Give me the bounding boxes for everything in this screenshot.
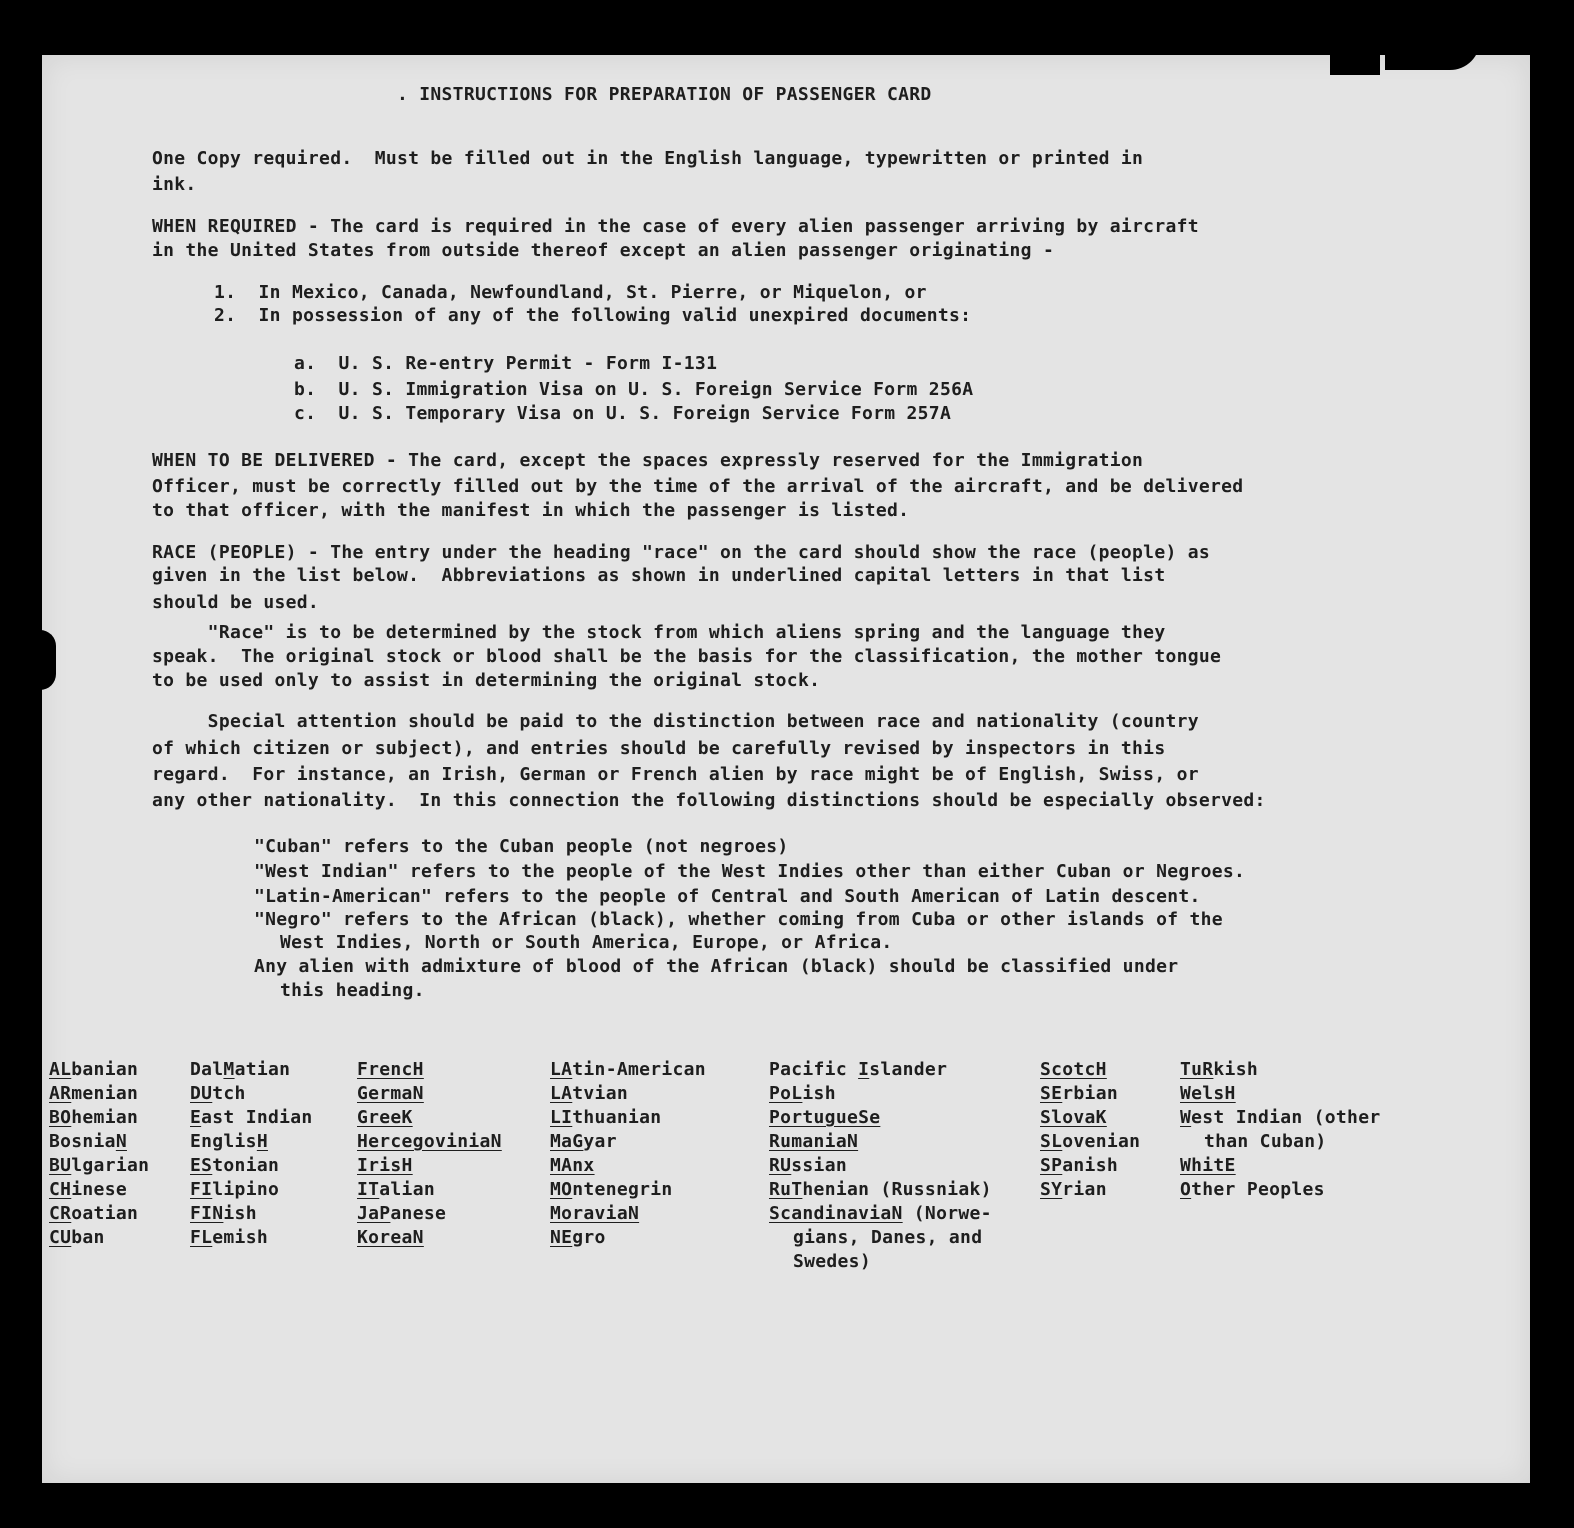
race-entry <box>769 1106 992 1130</box>
race-abbreviation: SE <box>1040 1083 1063 1104</box>
race-abbreviation: MoraviaN <box>550 1203 640 1224</box>
race-abbreviation: FI <box>190 1179 213 1200</box>
when-delivered-line: Officer, must be correctly filled out by the time of the arrival of the aircraft, and be delivered <box>152 476 1244 497</box>
race-entry <box>357 1226 502 1250</box>
race-abbreviation: O <box>1180 1179 1192 1200</box>
race-entry <box>357 1082 502 1106</box>
race-section-line: given in the list below. Abbreviations as shown in underlined capital letters in that list <box>152 565 1166 586</box>
race-entry <box>190 1058 313 1082</box>
race-text: yar <box>583 1131 617 1152</box>
race-abbreviation: W <box>1180 1107 1192 1128</box>
race-text: slander <box>869 1059 948 1080</box>
race-entry <box>1040 1082 1140 1106</box>
race-section-line: RACE (PEOPLE) - The entry under the heading "race" on the card should show the race (people) as <box>152 542 1211 563</box>
race-entry <box>1180 1154 1380 1178</box>
when-delivered-line: to that officer, with the manifest in which the passenger is listed. <box>152 500 910 521</box>
race-entry <box>49 1202 149 1226</box>
race-text: ovenian <box>1062 1131 1141 1152</box>
race-text: lgarian <box>71 1155 150 1176</box>
required-item: 1. In Mexico, Canada, Newfoundland, St. Pierre, or Miquelon, or <box>214 282 927 303</box>
distinction-line: this heading. <box>280 980 425 1001</box>
race-entry <box>1040 1106 1140 1130</box>
distinction-line: Any alien with admixture of blood of the African (black) should be classified under <box>254 956 1179 977</box>
race-definition-line: to be used only to assist in determining the original stock. <box>152 670 821 691</box>
race-entry <box>550 1106 706 1130</box>
distinction-line: "Negro" refers to the African (black), whether coming from Cuba or other islands of the <box>254 909 1223 930</box>
race-text: anish <box>1062 1155 1118 1176</box>
race-abbreviation: LA <box>550 1059 573 1080</box>
race-abbreviation: FIN <box>190 1203 224 1224</box>
when-required-line: WHEN REQUIRED - The card is required in the case of every alien passenger arriving by aircraft <box>152 216 1199 237</box>
race-abbreviation: SlovaK <box>1040 1107 1107 1128</box>
race-text: banian <box>71 1059 139 1080</box>
required-item: 2. In possession of any of the following valid unexpired documents: <box>214 305 972 326</box>
race-entry <box>1040 1178 1140 1202</box>
race-abbreviation: ScandinaviaN <box>769 1203 903 1224</box>
torn-edge <box>1330 45 1380 75</box>
race-abbreviation: LA <box>550 1083 573 1104</box>
race-abbreviation: CU <box>49 1227 72 1248</box>
race-entry <box>357 1202 502 1226</box>
race-entry <box>769 1250 992 1274</box>
race-abbreviation: RU <box>769 1155 792 1176</box>
race-abbreviation: MAnx <box>550 1155 595 1176</box>
race-entry <box>49 1106 149 1130</box>
race-text: thuanian <box>572 1107 662 1128</box>
race-abbreviation: MO <box>550 1179 573 1200</box>
distinction-line: West Indies, North or South America, Europe, or Africa. <box>280 932 893 953</box>
race-entry <box>1040 1154 1140 1178</box>
distinction-line: "Latin-American" refers to the people of Central and South American of Latin descent. <box>254 886 1201 907</box>
race-text: Bosnia <box>49 1131 116 1152</box>
race-abbreviation: AL <box>49 1059 72 1080</box>
race-abbreviation: SY <box>1040 1179 1063 1200</box>
race-entry <box>49 1058 149 1082</box>
race-text: tvian <box>572 1083 628 1104</box>
race-abbreviation: DU <box>190 1083 213 1104</box>
race-entry <box>550 1226 706 1250</box>
race-abbreviation: MaG <box>550 1131 584 1152</box>
race-abbreviation: PortugueSe <box>769 1107 881 1128</box>
race-abbreviation: JaP <box>357 1203 391 1224</box>
race-abbreviation: SL <box>1040 1131 1063 1152</box>
race-abbreviation: WhitE <box>1180 1155 1236 1176</box>
race-text: ther Peoples <box>1191 1179 1325 1200</box>
race-abbreviation: SP <box>1040 1155 1063 1176</box>
race-entry <box>49 1082 149 1106</box>
race-entry <box>550 1058 706 1082</box>
race-abbreviation: RumaniaN <box>769 1131 859 1152</box>
race-abbreviation: M <box>223 1059 235 1080</box>
race-entry <box>190 1082 313 1106</box>
race-abbreviation: GreeK <box>357 1107 413 1128</box>
race-entry <box>769 1154 992 1178</box>
distinction-line: "Cuban" refers to the Cuban people (not negroes) <box>254 836 789 857</box>
race-text: kish <box>1213 1059 1258 1080</box>
race-abbreviation: IT <box>357 1179 380 1200</box>
when-required-line: in the United States from outside thereof except an alien passenger originating - <box>152 240 1055 261</box>
race-definition-line: speak. The original stock or blood shall be the basis for the classification, the mother tongue <box>152 646 1222 667</box>
race-entry <box>49 1130 149 1154</box>
race-column <box>357 1058 502 1250</box>
race-text: oatian <box>71 1203 139 1224</box>
race-entry <box>550 1130 706 1154</box>
race-entry <box>357 1178 502 1202</box>
race-column <box>1180 1058 1380 1202</box>
race-entry <box>190 1130 313 1154</box>
race-text: ish <box>223 1203 257 1224</box>
race-entry <box>769 1130 992 1154</box>
race-text: anese <box>390 1203 447 1224</box>
race-entry <box>190 1154 313 1178</box>
race-abbreviation: NE <box>550 1227 573 1248</box>
race-abbreviation: ES <box>190 1155 213 1176</box>
special-attention-line: of which citizen or subject), and entries should be carefully revised by inspectors in this <box>152 738 1166 759</box>
intro-line: One Copy required. Must be filled out in the English language, typewritten or printed in <box>152 148 1144 169</box>
race-abbreviation: BU <box>49 1155 72 1176</box>
race-column <box>49 1058 149 1250</box>
race-entry <box>550 1202 706 1226</box>
race-text: Pacific <box>769 1059 859 1080</box>
race-text: henian (Russniak) <box>802 1179 992 1200</box>
race-text: ntenegrin <box>572 1179 673 1200</box>
race-entry <box>357 1106 502 1130</box>
special-attention-line: Special attention should be paid to the distinction between race and nationality (country <box>152 711 1199 732</box>
race-entry <box>769 1058 992 1082</box>
race-abbreviation: I <box>858 1059 870 1080</box>
race-entry <box>49 1178 149 1202</box>
race-abbreviation: E <box>190 1107 202 1128</box>
torn-edge <box>40 630 56 690</box>
race-entry <box>357 1130 502 1154</box>
race-text: ssian <box>791 1155 847 1176</box>
race-text: rian <box>1062 1179 1107 1200</box>
race-abbreviation: PoL <box>769 1083 803 1104</box>
race-entry <box>769 1082 992 1106</box>
intro-line: ink. <box>152 174 197 195</box>
race-text: tin-American <box>572 1059 706 1080</box>
race-abbreviation: AR <box>49 1083 72 1104</box>
race-entry <box>1180 1106 1380 1130</box>
race-abbreviation: CR <box>49 1203 72 1224</box>
race-abbreviation: BO <box>49 1107 72 1128</box>
race-abbreviation: ScotcH <box>1040 1059 1107 1080</box>
race-abbreviation: LI <box>550 1107 573 1128</box>
torn-edge <box>1385 40 1480 70</box>
race-entry <box>357 1154 502 1178</box>
race-entry <box>49 1226 149 1250</box>
race-abbreviation: FrencH <box>357 1059 424 1080</box>
race-abbreviation: HercegoviniaN <box>357 1131 502 1152</box>
race-abbreviation: CH <box>49 1179 72 1200</box>
race-text: ban <box>71 1227 105 1248</box>
race-text: gro <box>572 1227 606 1248</box>
race-text: est Indian (other <box>1191 1107 1381 1128</box>
race-text: than Cuban) <box>1204 1131 1327 1152</box>
race-abbreviation: GermaN <box>357 1083 424 1104</box>
race-entry <box>1180 1130 1380 1154</box>
document-page <box>42 55 1530 1483</box>
race-entry <box>550 1154 706 1178</box>
race-abbreviation: N <box>115 1131 127 1152</box>
race-text: inese <box>71 1179 127 1200</box>
race-abbreviation: RuT <box>769 1179 803 1200</box>
race-text: alian <box>379 1179 435 1200</box>
race-text: emish <box>212 1227 268 1248</box>
race-column <box>190 1058 313 1250</box>
race-text: lipino <box>212 1179 280 1200</box>
race-abbreviation: H <box>256 1131 268 1152</box>
race-abbreviation: IrisH <box>357 1155 413 1176</box>
race-entry <box>49 1154 149 1178</box>
race-text: tonian <box>212 1155 280 1176</box>
race-column <box>769 1058 992 1274</box>
race-text: tch <box>212 1083 246 1104</box>
race-entry <box>769 1202 992 1226</box>
race-entry <box>1040 1058 1140 1082</box>
special-attention-line: any other nationality. In this connection the following distinctions should be especially observed: <box>152 790 1266 811</box>
race-text: ish <box>802 1083 836 1104</box>
race-text: menian <box>71 1083 139 1104</box>
race-abbreviation: TuR <box>1180 1059 1214 1080</box>
race-abbreviation: WelsH <box>1180 1083 1236 1104</box>
document-title: . INSTRUCTIONS FOR PREPARATION OF PASSENGER CARD <box>397 84 932 105</box>
race-text: Englis <box>190 1131 257 1152</box>
race-entry <box>190 1202 313 1226</box>
race-entry <box>550 1082 706 1106</box>
race-text: gians, Danes, and <box>793 1227 983 1248</box>
race-text: hemian <box>71 1107 139 1128</box>
document-item: b. U. S. Immigration Visa on U. S. Foreign Service Form 256A <box>294 379 974 400</box>
document-item: a. U. S. Re-entry Permit - Form I-131 <box>294 353 718 374</box>
race-entry <box>357 1058 502 1082</box>
race-entry <box>1180 1082 1380 1106</box>
race-text: Dal <box>190 1059 224 1080</box>
document-item: c. U. S. Temporary Visa on U. S. Foreign Service Form 257A <box>294 403 952 424</box>
race-entry <box>550 1178 706 1202</box>
race-text: (Norwe- <box>902 1203 992 1224</box>
race-entry <box>1180 1178 1380 1202</box>
race-text: Swedes) <box>793 1251 871 1272</box>
race-column <box>1040 1058 1140 1202</box>
race-text: ast Indian <box>201 1107 313 1128</box>
race-entry <box>190 1226 313 1250</box>
race-entry <box>1180 1058 1380 1082</box>
race-entry <box>190 1106 313 1130</box>
race-definition-line: "Race" is to be determined by the stock from which aliens spring and the language they <box>152 622 1166 643</box>
race-entry <box>1040 1130 1140 1154</box>
race-entry <box>769 1226 992 1250</box>
race-entry <box>190 1178 313 1202</box>
race-text: rbian <box>1062 1083 1118 1104</box>
special-attention-line: regard. For instance, an Irish, German or French alien by race might be of English, Swiss, or <box>152 764 1199 785</box>
race-column <box>550 1058 706 1250</box>
race-entry <box>769 1178 992 1202</box>
race-abbreviation: KoreaN <box>357 1227 424 1248</box>
when-delivered-line: WHEN TO BE DELIVERED - The card, except the spaces expressly reserved for the Immigration <box>152 450 1144 471</box>
race-section-line: should be used. <box>152 592 320 613</box>
race-text: atian <box>234 1059 291 1080</box>
distinction-line: "West Indian" refers to the people of the West Indies other than either Cuban or Negroes. <box>254 861 1246 882</box>
race-abbreviation: FL <box>190 1227 213 1248</box>
